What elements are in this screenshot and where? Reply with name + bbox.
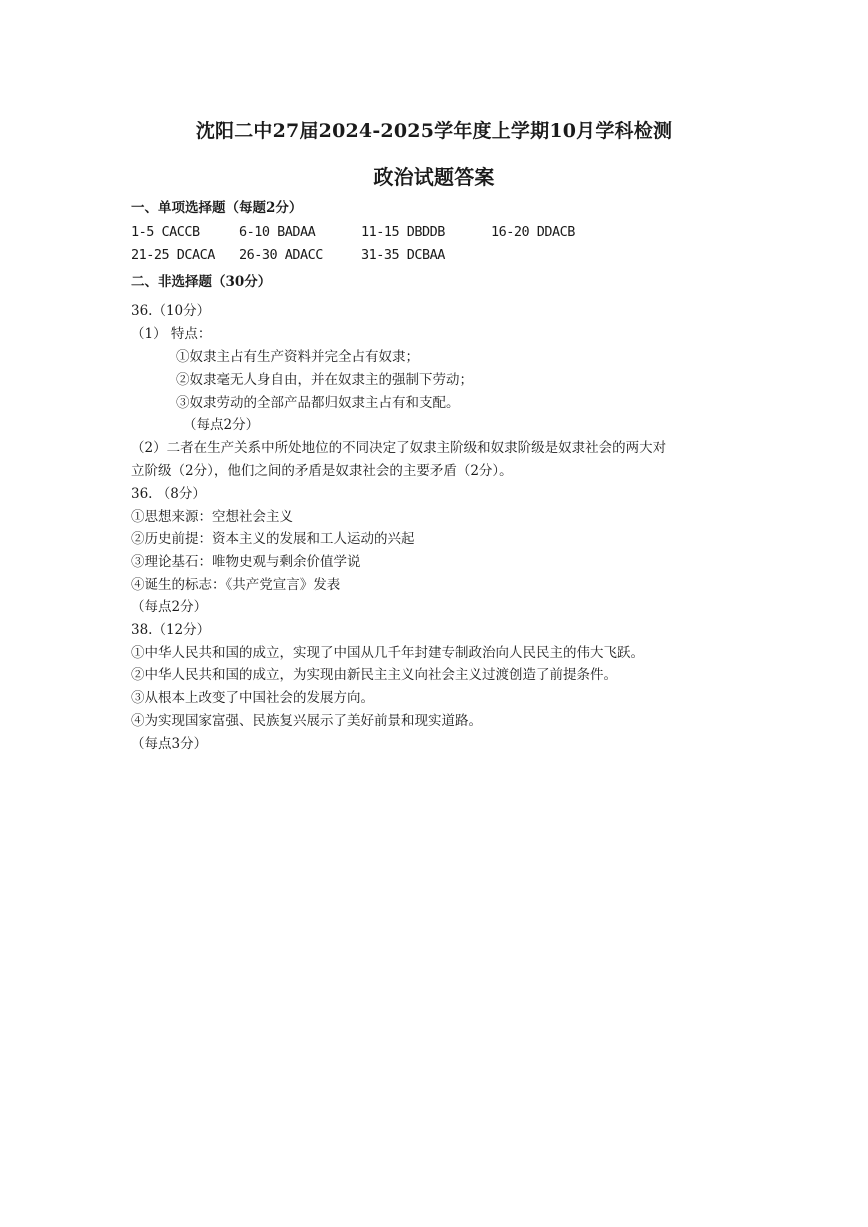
section2-heading: 二、非选择题（30分） [131,274,272,290]
list-item: ①奴隶主占有生产资料并完全占有奴隶； [176,349,419,365]
list-item: ①思想来源：空想社会主义 [131,509,293,525]
list-item: ④为实现国家富强、民族复兴展示了美好前景和现实道路。 [131,713,482,729]
list-item: ①中华人民共和国的成立，实现了中国从几千年封建专制政治向人民民主的伟大飞跃。 [131,645,644,661]
list-item: ④诞生的标志：《共产党宣言》发表 [131,577,341,593]
answer-group: 26-30 ADACC [239,247,323,263]
list-item: ②奴隶毫无人身自由，并在奴隶主的强制下劳动； [176,372,473,388]
q36a-part2-line1: （2）二者在生产关系中所处地位的不同决定了奴隶主阶级和奴隶阶级是奴隶社会的两大对 [131,440,667,456]
answer-group: 31-35 DCBAA [361,247,445,263]
list-item: ③奴隶劳动的全部产品都归奴隶主占有和支配。 [176,395,460,411]
section1-heading: 一、单项选择题（每题2分） [131,200,303,216]
list-item: ③从根本上改变了中国社会的发展方向。 [131,690,374,706]
q36a-part1-label: （1） 特点： [131,326,212,342]
document-subtitle: 政治试题答案 [373,165,495,189]
list-item: ②中华人民共和国的成立，为实现由新民主主义向社会主义过渡创造了前提条件。 [131,667,617,683]
list-item: ③理论基石：唯物史观与剩余价值学说 [131,554,361,570]
q36a-part2-line2: 立阶级（2分），他们之间的矛盾是奴隶社会的主要矛盾（2分）。 [131,463,513,479]
list-item: ②历史前提：资本主义的发展和工人运动的兴起 [131,531,415,547]
answer-group: 6-10 BADAA [239,224,316,240]
score-note: （每点3分） [131,736,208,752]
q36b-header: 36. （8分） [131,486,206,502]
q36a-header: 36.（10分） [131,303,211,319]
q38-header: 38.（12分） [131,622,211,638]
answer-group: 1-5 CACCB [131,224,200,240]
score-note: （每点2分） [183,417,260,433]
answer-group: 16-20 DDACB [491,224,575,240]
score-note: （每点2分） [131,599,208,615]
answer-group: 11-15 DBDDB [361,224,445,240]
document-title: 沈阳二中27届2024-2025学年度上学期10月学科检测 [195,120,673,142]
answer-group: 21-25 DCACA [131,247,215,263]
